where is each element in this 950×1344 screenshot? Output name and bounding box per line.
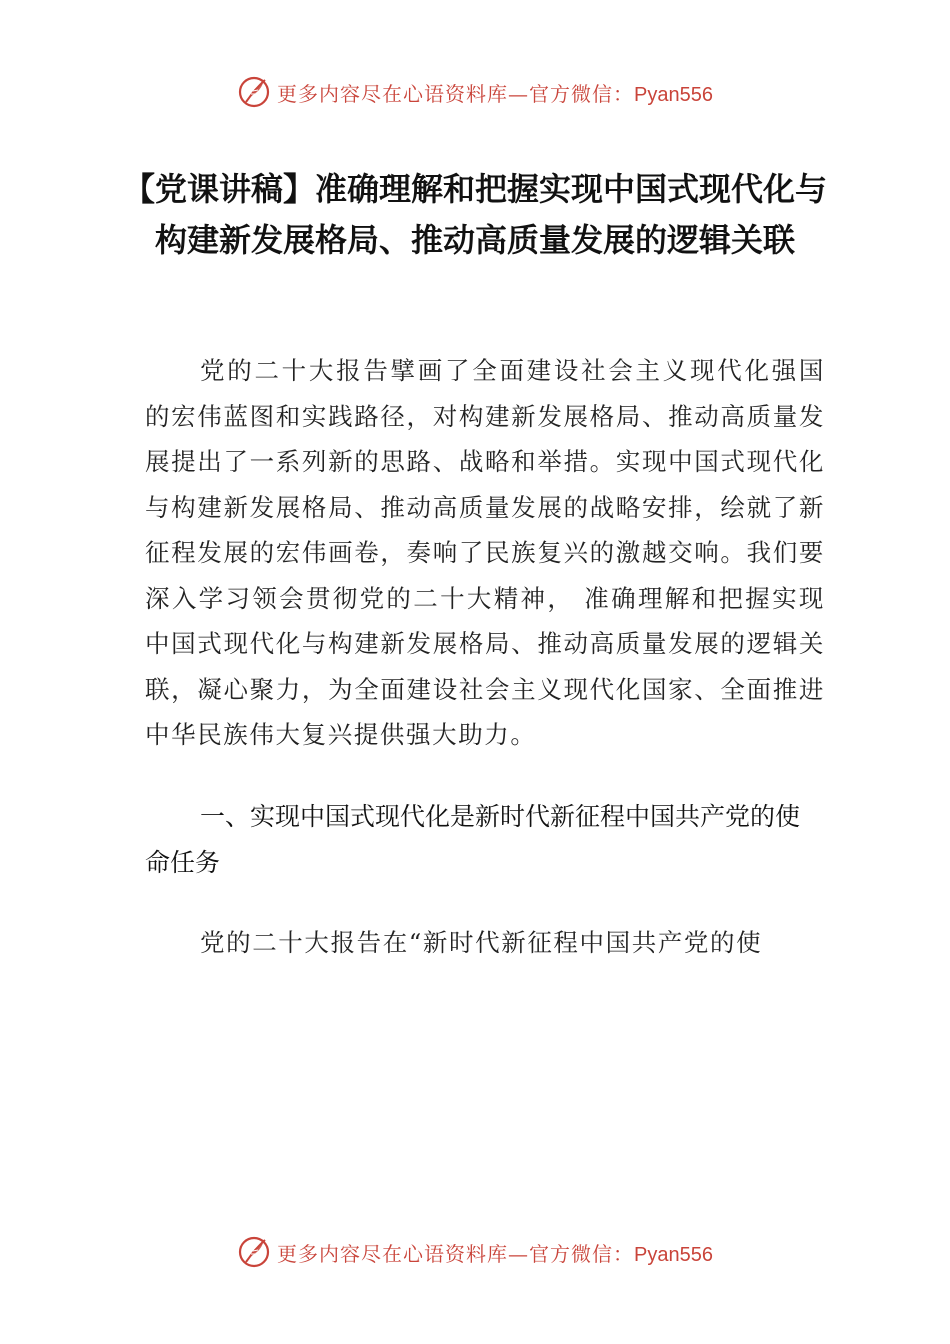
banner-message: 更多内容尽在心语资料库—官方微信：: [277, 1241, 635, 1266]
banner-text: [277, 1238, 713, 1267]
intro-paragraph: 党的二十大报告擘画了全面建设社会主义现代化强国的宏伟蓝图和实践路径，对构建新发展格局、推动高质量发展提出了一系列新的思路、战略和举措。实现中国式现代化与构建新发展格局、推动高质量发展的战略安排，绘就了新征程发展的宏伟画卷，奏响了民族复兴的激越交响。我们要深入学习领会贯彻党的二十大精神， 准确理解和把握实现中国式现代化与构建新发展格局、推动高质量发展的逻辑关联，凝心聚力，为全面建设社会主义现代化国家、全面推进中华民族伟大复兴提供强大助力。: [145, 356, 825, 749]
header-banner: [0, 72, 950, 112]
banner-text: [277, 78, 713, 107]
footer-banner: [0, 1232, 950, 1272]
document-title: 【党课讲稿】准确理解和把握实现中国式现代化与构建新发展格局、推动高质量发展的逻辑关联: [122, 170, 827, 259]
feather-logo-icon: [237, 1235, 271, 1269]
feather-logo-icon: [237, 75, 271, 109]
section-heading: 一、实现中国式现代化是新时代新征程中国共产党的使命任务: [145, 802, 801, 877]
banner-wechat-handle: Pyan556: [634, 1243, 713, 1266]
section-paragraph: 党的二十大报告在“新时代新征程中国共产党的使: [200, 928, 763, 957]
banner-message: 更多内容尽在心语资料库—官方微信：: [277, 81, 635, 106]
banner-wechat-handle: Pyan556: [634, 83, 713, 106]
